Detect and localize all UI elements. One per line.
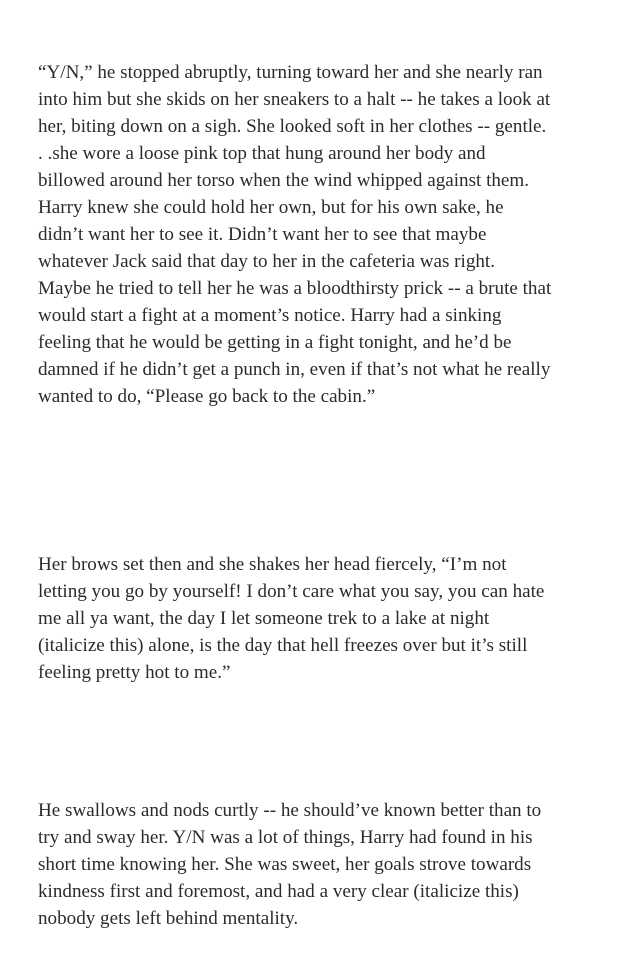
paragraph-2: Her brows set then and she shakes her head fiercely, “I’m not letting you go by yourself! I don’t care what you say, you can hate me all ya want, the day I let someone trek to a lake at night (italicize this) alone, is the day that hell freezes over but it’s still feeling pretty hot to me.” bbox=[38, 554, 545, 683]
paragraph-1: “Y/N,” he stopped abruptly, turning toward her and she nearly ran into him but she skids on her sneakers to a halt -- he takes a look at her, biting down on a sigh. She looked soft in her clothes -- gentle. . .she wore a loose pink top that hung around her body and billowed around her torso when the wind whipped against them. Harry knew she could hold her own, but for his own sake, he didn’t want her to see it. Didn’t want her to see that maybe whatever Jack said that day to her in the cafeteria was right. Maybe he tried to tell her he was a bloodthirsty prick -- a brute that would start a fight at a moment’s notice. Harry had a sinking feeling that he would be getting in a fight tonight, and he’d be damned if he didn’t get a punch in, even if that’s not what he really wanted to do, “Please go back to the cabin.” bbox=[38, 62, 552, 407]
paragraph-3: He swallows and nods curtly -- he should’ve known better than to try and sway her. Y/N was a lot of things, Harry had found in his short time knowing her. She was sweet, her goals strove towards kindness first and foremost, and had a very clear (italicize this) nobody gets left behind mentality. bbox=[38, 800, 542, 929]
